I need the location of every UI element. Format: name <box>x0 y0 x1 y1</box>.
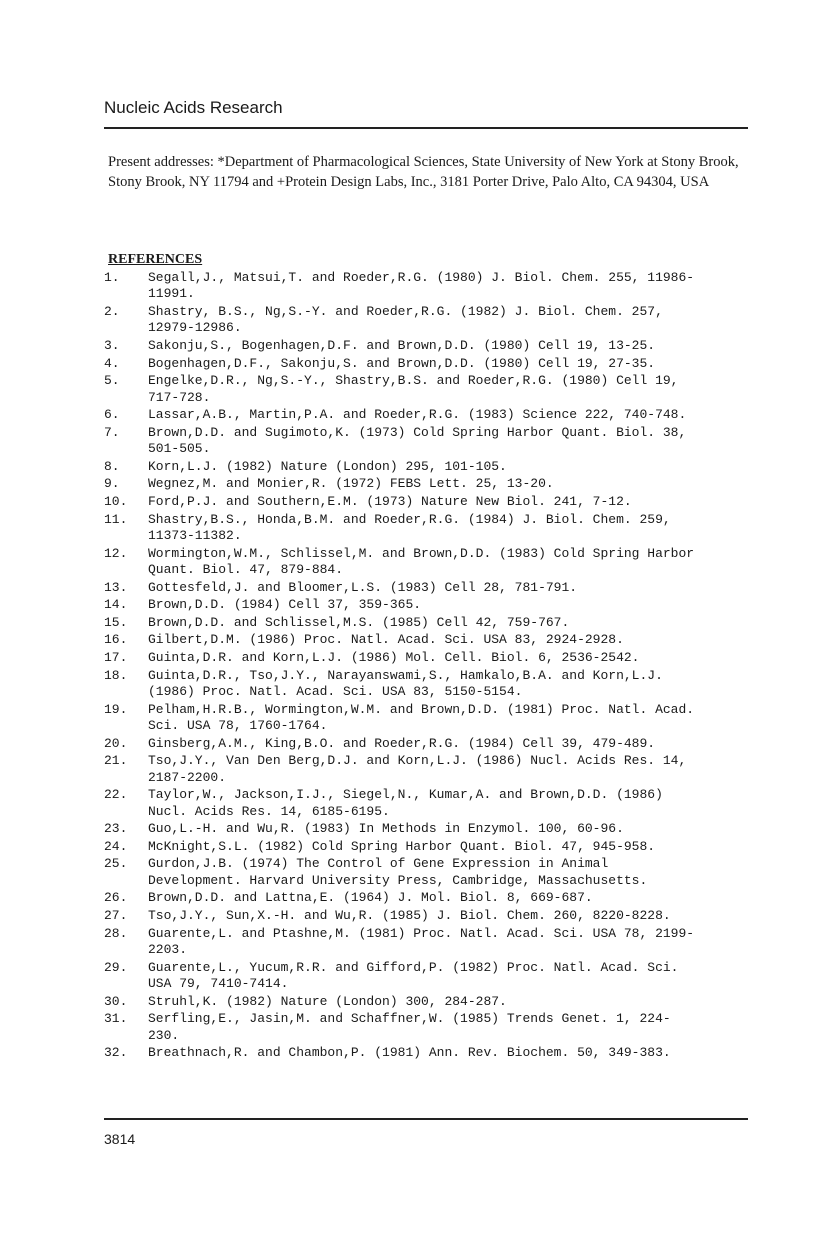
reference-text: Serfling,E., Jasin,M. and Schaffner,W. (1985) Trends Genet. 1, 224- 230. <box>148 1011 671 1043</box>
reference-item <box>104 1045 754 1061</box>
reference-item <box>104 650 754 666</box>
reference-text: Lassar,A.B., Martin,P.A. and Roeder,R.G. (1983) Science 222, 740-748. <box>148 407 687 423</box>
reference-item <box>104 787 754 820</box>
reference-number: 13. <box>104 579 128 595</box>
reference-text: Guarente,L., Yucum,R.R. and Gifford,P. (1982) Proc. Natl. Acad. Sci. USA 79, 7410-7414. <box>148 959 679 991</box>
reference-text: Sakonju,S., Bogenhagen,D.F. and Brown,D.D. (1980) Cell 19, 13-25. <box>148 338 656 353</box>
reference-text: Tso,J.Y., Sun,X.-H. and Wu,R. (1985) J. Biol. Chem. 260, 8220-8228. <box>148 907 671 923</box>
reference-item <box>104 839 754 855</box>
reference-item <box>104 494 754 510</box>
reference-text: Shastry, B.S., Ng,S.-Y. and Roeder,R.G. (1982) J. Biol. Chem. 257, 12979-12986. <box>148 304 663 336</box>
reference-text: Brown,D.D. (1984) Cell 37, 359-365. <box>148 597 422 613</box>
reference-text: Engelke,D.R., Ng,S.-Y., Shastry,B.S. and Roeder,R.G. (1980) Cell 19, 717-728. <box>148 373 679 405</box>
reference-text: Tso,J.Y., Van Den Berg,D.J. and Korn,L.J. (1986) Nucl. Acids Res. 14, 2187-2200. <box>148 753 687 785</box>
reference-item <box>104 304 754 337</box>
reference-item <box>104 338 754 354</box>
reference-text: Shastry,B.S., Honda,B.M. and Roeder,R.G. (1984) J. Biol. Chem. 259, 11373-11382. <box>148 511 671 543</box>
reference-item <box>104 821 754 837</box>
reference-text: Ford,P.J. and Southern,E.M. (1973) Nature New Biol. 241, 7-12. <box>148 493 632 509</box>
reference-item <box>104 476 754 492</box>
reference-number: 7. <box>104 424 120 440</box>
reference-text: McKnight,S.L. (1982) Cold Spring Harbor Quant. Biol. 47, 945-958. <box>148 838 656 854</box>
reference-item <box>104 632 754 648</box>
reference-item <box>104 1011 754 1044</box>
reference-item <box>104 960 754 993</box>
reference-item <box>104 270 754 303</box>
reference-number: 22. <box>104 787 128 803</box>
reference-text: Guinta,D.R. and Korn,L.J. (1986) Mol. Cell. Biol. 6, 2536-2542. <box>148 649 640 665</box>
references-heading: REFERENCES <box>108 252 203 267</box>
reference-number: 17. <box>104 649 128 665</box>
reference-text: Taylor,W., Jackson,I.J., Siegel,N., Kumar,A. and Brown,D.D. (1986) Nucl. Acids Res. 14, 6185-6195. <box>148 787 663 819</box>
reference-number: 2. <box>104 304 120 319</box>
reference-text: Guarente,L. and Ptashne,M. (1981) Proc. Natl. Acad. Sci. USA 78, 2199- 2203. <box>148 925 695 957</box>
reference-item <box>104 356 754 372</box>
reference-item <box>104 373 754 406</box>
present-addresses: Present addresses: *Department of Pharmacological Sciences, State University of New York at Stony Brook, Stony Brook, NY 11794 and +Protein Design Labs, Inc., 3181 Porter Drive, Palo Alto, CA 94304, USA <box>108 154 739 190</box>
reference-number: 28. <box>104 925 128 941</box>
reference-text: Struhl,K. (1982) Nature (London) 300, 284-287. <box>148 993 507 1009</box>
reference-text: Gurdon,J.B. (1974) The Control of Gene Expression in Animal Development. Harvard University Press, Cambridge, Massachusetts. <box>148 856 648 888</box>
reference-item <box>104 615 754 631</box>
reference-text: Brown,D.D. and Schlissel,M.S. (1985) Cell 42, 759-767. <box>148 614 570 630</box>
reference-number: 10. <box>104 493 128 509</box>
reference-number: 23. <box>104 821 128 837</box>
reference-text: Breathnach,R. and Chambon,P. (1981) Ann. Rev. Biochem. 50, 349-383. <box>148 1045 671 1061</box>
reference-number: 25. <box>104 856 128 872</box>
reference-text: Brown,D.D. and Sugimoto,K. (1973) Cold Spring Harbor Quant. Biol. 38, 501-505. <box>148 424 687 457</box>
reference-text: Wegnez,M. and Monier,R. (1972) FEBS Lett. 25, 13-20. <box>148 476 554 492</box>
journal-title: Nucleic Acids Research <box>104 98 283 117</box>
reference-number: 1. <box>104 270 120 285</box>
reference-item <box>104 908 754 924</box>
reference-number: 4. <box>104 355 120 371</box>
reference-text: Gilbert,D.M. (1986) Proc. Natl. Acad. Sci. USA 83, 2924-2928. <box>148 632 624 648</box>
reference-item <box>104 890 754 906</box>
reference-number: 11. <box>104 511 128 527</box>
reference-item <box>104 580 754 596</box>
reference-item <box>104 856 754 889</box>
reference-number: 16. <box>104 632 128 648</box>
reference-list <box>104 270 754 1063</box>
reference-text: Guo,L.-H. and Wu,R. (1983) In Methods in Enzymol. 100, 60-96. <box>148 821 624 837</box>
reference-number: 24. <box>104 838 128 854</box>
reference-item <box>104 512 754 545</box>
reference-number: 26. <box>104 890 128 906</box>
reference-number: 3. <box>104 338 120 353</box>
reference-number: 27. <box>104 907 128 923</box>
reference-item <box>104 546 754 579</box>
reference-number: 30. <box>104 993 128 1009</box>
reference-number: 18. <box>104 667 128 683</box>
reference-number: 6. <box>104 407 120 423</box>
reference-number: 5. <box>104 373 120 389</box>
reference-number: 15. <box>104 614 128 630</box>
header-rule <box>104 127 748 129</box>
reference-item <box>104 753 754 786</box>
reference-text: Bogenhagen,D.F., Sakonju,S. and Brown,D.D. (1980) Cell 19, 27-35. <box>148 355 656 371</box>
reference-number: 32. <box>104 1045 128 1061</box>
footer-rule <box>104 1118 748 1120</box>
reference-number: 19. <box>104 701 128 717</box>
reference-text: Wormington,W.M., Schlissel,M. and Brown,D.D. (1983) Cold Spring Harbor Quant. Biol. 47, 879-884. <box>148 545 695 577</box>
reference-item <box>104 702 754 735</box>
reference-text: Gottesfeld,J. and Bloomer,L.S. (1983) Cell 28, 781-791. <box>148 579 578 595</box>
reference-item <box>104 425 754 458</box>
page-number: 3814 <box>104 1131 136 1147</box>
reference-number: 21. <box>104 753 128 769</box>
reference-number: 14. <box>104 597 128 613</box>
reference-number: 20. <box>104 735 128 751</box>
reference-number: 29. <box>104 959 128 975</box>
reference-text: Korn,L.J. (1982) Nature (London) 295, 101-105. <box>148 458 507 474</box>
reference-number: 12. <box>104 545 128 561</box>
reference-text: Segall,J., Matsui,T. and Roeder,R.G. (1980) J. Biol. Chem. 255, 11986- 11991. <box>148 270 695 302</box>
reference-number: 8. <box>104 458 120 474</box>
reference-item <box>104 407 754 423</box>
reference-text: Guinta,D.R., Tso,J.Y., Narayanswami,S., Hamkalo,B.A. and Korn,L.J. (1986) Proc. Natl. Acad. Sci. USA 83, 5150-5154. <box>148 667 663 699</box>
reference-text: Brown,D.D. and Lattna,E. (1964) J. Mol. Biol. 8, 669-687. <box>148 890 593 906</box>
reference-item <box>104 926 754 959</box>
reference-item <box>104 668 754 701</box>
reference-text: Ginsberg,A.M., King,B.O. and Roeder,R.G. (1984) Cell 39, 479-489. <box>148 735 656 751</box>
reference-text: Pelham,H.R.B., Wormington,W.M. and Brown,D.D. (1981) Proc. Natl. Acad. Sci. USA 78, 1760-1764. <box>148 701 695 733</box>
reference-item <box>104 736 754 752</box>
reference-number: 9. <box>104 476 120 492</box>
reference-item <box>104 994 754 1010</box>
reference-item <box>104 459 754 475</box>
reference-item <box>104 597 754 613</box>
reference-number: 31. <box>104 1011 128 1027</box>
